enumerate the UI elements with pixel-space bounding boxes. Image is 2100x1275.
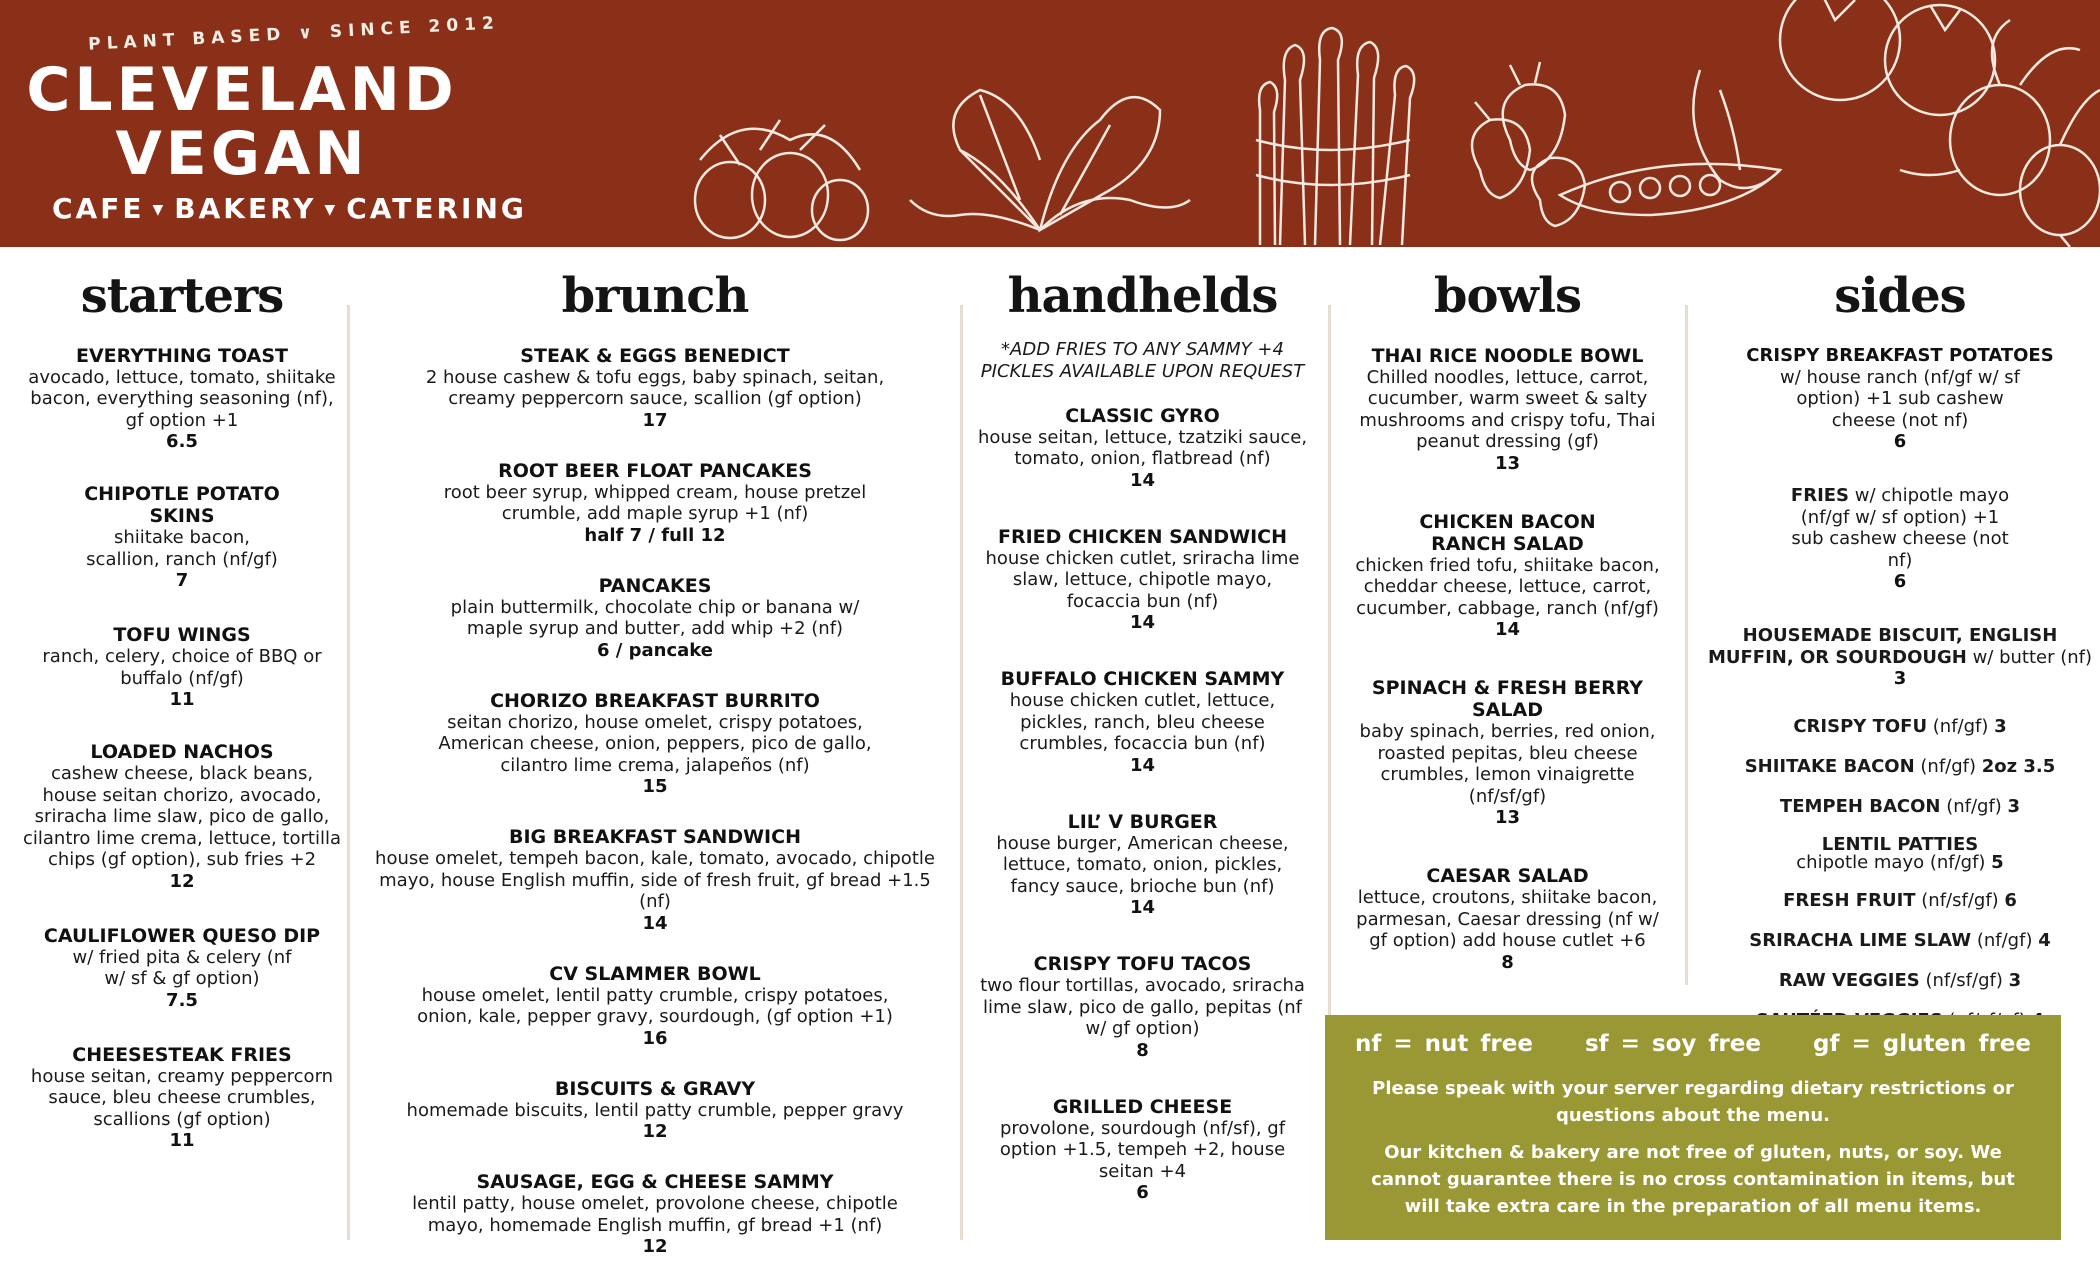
menu-item [365, 575, 945, 662]
item-description: seitan chorizo, house omelet, crispy potatoes, American cheese, onion, peppers, pico de gallo, cilantro lime crema, jalapeños (nf) [438, 711, 872, 776]
item-price: 16 [642, 1027, 668, 1049]
item-name: THAI RICE NOODLE BOWL [1371, 344, 1644, 367]
pea-pod-icon [1560, 70, 1780, 215]
item-description: homemade biscuits, lentil patty crumble, pepper gravy [406, 1099, 904, 1121]
item-description: provolone, sourdough (nf/sf), gf option +1.5, tempeh +2, house seitan +4 [999, 1117, 1286, 1182]
menu-item [975, 405, 1310, 492]
brand-logo [22, 55, 462, 189]
menu-item [365, 345, 945, 432]
gluten-free-key: gf = gluten free [1812, 1031, 2031, 1057]
item-name: SPINACH & FRESH BERRY SALAD [1371, 677, 1644, 722]
side-item [1700, 756, 2100, 778]
item-price: 14 [642, 912, 668, 934]
item-tags: (nf/gf) [1971, 930, 2039, 952]
brunch-column [365, 270, 945, 1275]
item-tags: (nf/sf/gf) [1919, 970, 2009, 992]
item-name: BISCUITS & GRAVY [554, 1077, 756, 1100]
subtitle-catering: CATERING [346, 192, 527, 225]
item-price: 6.5 [166, 431, 198, 453]
item-description: lettuce, croutons, shiitake bacon, parmesan, Caesar dressing (nf w/ gf option) add house cutlet +6 [1356, 887, 1659, 952]
menu-item [1700, 625, 2100, 690]
bowls-column [1330, 270, 1685, 1002]
side-item [1700, 970, 2100, 992]
item-name: SAUSAGE, EGG & CHEESE SAMMY [476, 1171, 834, 1194]
item-name: FRESH FRUIT [1783, 890, 1916, 912]
item-price: 3 [1994, 716, 2007, 738]
menu-item [975, 1096, 1310, 1205]
menu-item [22, 624, 342, 711]
item-price: 14 [1129, 754, 1156, 776]
tagline: PLANT BASED ∨ SINCE 2012 [87, 13, 501, 55]
item-name: CV SLAMMER BOWL [549, 962, 761, 985]
item-price: 11 [169, 689, 195, 711]
menu-item [1700, 485, 2100, 593]
dietary-key [1325, 1031, 2061, 1057]
item-price: 7 [175, 570, 189, 592]
item-name: FRIES [1790, 485, 1850, 507]
column-divider [1685, 305, 1688, 985]
item-price: 14 [1129, 612, 1156, 634]
item-name: CAULIFLOWER QUESO DIP [43, 924, 321, 947]
bowls-title: bowls [1433, 268, 1582, 324]
item-name: CRISPY BREAKFAST POTATOES [1746, 344, 2054, 366]
asparagus-icon [1256, 28, 1414, 245]
menu-item [1700, 345, 2100, 454]
item-price: 5 [1991, 852, 2004, 874]
side-item [1700, 930, 2100, 952]
item-price: 4 [2038, 930, 2051, 952]
menu-item [22, 741, 342, 893]
triangle-icon: ▼ [152, 202, 167, 218]
item-price: 6 / pancake [597, 639, 713, 661]
item-name: CLASSIC GYRO [1065, 404, 1220, 427]
item-description: lentil patty, house omelet, provolone cheese, chipotle mayo, homemade English muffin, gf bread +1 (nf) [412, 1193, 898, 1236]
item-price: 14 [1494, 619, 1521, 641]
menu-item [22, 345, 342, 454]
item-name: CAESAR SALAD [1426, 865, 1589, 888]
menu-item [365, 690, 945, 799]
item-description: w/ fried pita & celery (nf w/ sf & gf option) [72, 946, 292, 990]
item-description: house omelet, lentil patty crumble, crispy potatoes, onion, kale, pepper gravy, sourdough, (gf option +1) [417, 984, 893, 1028]
item-price: half 7 / full 12 [584, 524, 726, 546]
soy-free-key: sf = soy free [1584, 1031, 1761, 1057]
item-name: PANCAKES [598, 574, 712, 597]
item-price: 3 [2008, 970, 2022, 992]
item-description: avocado, lettuce, tomato, shiitake bacon, everything seasoning (nf), gf option +1 [28, 366, 336, 431]
item-tags: (nf/gf) [1914, 756, 1982, 778]
item-description: (nf/gf w/ sf option) +1 sub cashew cheese (not nf) [1791, 506, 2009, 571]
starters-column [22, 270, 342, 1180]
menu-item [975, 953, 1310, 1062]
item-name: ROOT BEER FLOAT PANCAKES [498, 459, 812, 482]
item-name: BUFFALO CHICKEN SAMMY [1000, 668, 1285, 691]
brand-line-1: CLEVELAND [26, 55, 458, 125]
menu-item [365, 460, 945, 547]
menu-header [0, 0, 2100, 247]
item-tags: (nf/gf) [1927, 716, 1995, 738]
item-price: 15 [642, 776, 668, 798]
item-price: 11 [169, 1130, 195, 1152]
side-item [1700, 836, 2100, 872]
menu-item [1330, 345, 1685, 475]
menu-item [365, 963, 945, 1050]
item-tags: (nf/gf) [1940, 796, 2008, 818]
handhelds-title: handhelds [1007, 268, 1278, 324]
item-description: root beer syrup, whipped cream, house pretzel crumble, add maple syrup +1 (nf) [443, 481, 867, 525]
brand-line-2: VEGAN [115, 119, 369, 189]
dietary-info-box [1325, 1015, 2061, 1240]
item-name: EVERYTHING TOAST [75, 344, 288, 367]
item-description: chicken fried tofu, shiitake bacon, cheddar cheese, lettuce, carrot, cucumber, cabbage, ranch (nf/gf) [1355, 554, 1660, 619]
item-name-line [1700, 625, 2100, 668]
allergen-disclaimer: Our kitchen & bakery are not free of gluten, nuts, or soy. We cannot guarantee there is no cross contamination in items, but will take extra care in the preparation of all menu items. [1371, 1142, 2015, 1217]
sides-column [1700, 270, 2100, 1050]
subtitle-bakery: BAKERY [174, 192, 317, 225]
item-name: CHIPOTLE POTATO SKINS [84, 483, 280, 528]
side-item [1700, 796, 2100, 818]
dietary-message: Please speak with your server regarding dietary restrictions or questions about the menu. [1372, 1078, 2014, 1126]
brand-subtitle [52, 192, 527, 225]
item-price: 13 [1494, 807, 1521, 829]
column-divider [347, 305, 350, 1240]
item-name-suffix: w/ butter (nf) [1966, 646, 2093, 668]
menu-item [365, 826, 945, 935]
item-price: 14 [1129, 897, 1156, 919]
vegetable-illustration [660, 0, 2100, 247]
item-price: 12 [642, 1121, 668, 1143]
item-description: house chicken cutlet, sriracha lime slaw, lettuce, chipotle mayo, focaccia bun (nf) [985, 547, 1300, 612]
item-price: 14 [1129, 469, 1156, 491]
item-name: CHORIZO BREAKFAST BURRITO [490, 689, 820, 712]
handhelds-column [975, 270, 1310, 1232]
menu-item [975, 811, 1310, 920]
item-description: chipotle mayo (nf/gf) [1796, 852, 1992, 874]
item-name: CRISPY TOFU TACOS [1033, 953, 1252, 976]
radish-icon [1900, 20, 2100, 247]
item-description: house chicken cutlet, lettuce, pickles, ranch, bleu cheese crumbles, focaccia bun (nf) [1009, 690, 1276, 755]
menu-item [975, 668, 1310, 777]
nut-free-key: nf = nut free [1354, 1031, 1533, 1057]
item-name: LENTIL PATTIES [1821, 834, 1979, 856]
subtitle-cafe: CAFE [52, 192, 145, 225]
item-price: 6 [1893, 431, 1907, 453]
item-name-suffix: w/ chipotle mayo [1849, 485, 2010, 507]
item-name: HOUSEMADE BISCUIT, ENGLISH MUFFIN, OR SOURDOUGH [1707, 625, 2058, 668]
item-description: cashew cheese, black beans, house seitan chorizo, avocado, sriracha lime slaw, pico de gallo, cilantro lime crema, lettuce, tortilla chips (gf option), sub fries +2 [22, 763, 342, 871]
item-description: Chilled noodles, lettuce, carrot, cucumber, warm sweet & salty mushrooms and crispy tofu, Thai peanut dressing (gf) [1359, 366, 1656, 453]
note-line-2: PICKLES AVAILABLE UPON REQUEST [980, 360, 1305, 382]
item-price: 3 [1893, 668, 1907, 690]
menu-item [1330, 677, 1685, 829]
menu-item [22, 1044, 342, 1153]
item-price: 6 [1136, 1182, 1149, 1204]
item-name: FRIED CHICKEN SANDWICH [997, 525, 1288, 548]
menu-item [22, 925, 342, 1012]
item-name: STEAK & EGGS BENEDICT [520, 344, 790, 367]
item-description: ranch, celery, choice of BBQ or buffalo (nf/gf) [42, 646, 322, 689]
side-item [1700, 716, 2100, 738]
item-name: SHIITAKE BACON [1744, 756, 1915, 778]
strawberry-icon [1472, 62, 1585, 226]
item-name: TOFU WINGS [113, 624, 251, 647]
menu-item [1330, 865, 1685, 974]
menu-item [365, 1078, 945, 1144]
item-price: 7.5 [166, 989, 198, 1011]
item-name-line [1700, 485, 2100, 507]
menu-item [365, 1171, 945, 1258]
item-description: baby spinach, berries, red onion, roasted pepitas, bleu cheese crumbles, lemon vinaigrette (nf/sf/gf) [1359, 721, 1656, 807]
item-price: 12 [169, 870, 195, 892]
note-line-1: *ADD FRIES TO ANY SAMMY +4 [1001, 338, 1284, 360]
item-name: LOADED NACHOS [90, 741, 274, 764]
item-description: 2 house cashew & tofu eggs, baby spinach, seitan, creamy peppercorn sauce, scallion (gf option) [425, 366, 885, 410]
item-description: house seitan, creamy peppercorn sauce, bleu cheese crumbles, scallions (gf option) [30, 1065, 334, 1130]
item-price: 6 [2004, 890, 2017, 912]
item-name: SRIRACHA LIME SLAW [1749, 930, 1972, 952]
item-name: BIG BREAKFAST SANDWICH [509, 826, 801, 849]
hazelnut-icon [695, 120, 868, 240]
brunch-title: brunch [561, 268, 749, 324]
item-description: house seitan, lettuce, tzatziki sauce, tomato, onion, flatbread (nf) [977, 426, 1308, 470]
item-description: shiitake bacon, scallion, ranch (nf/gf) [86, 527, 278, 570]
triangle-icon: ▼ [324, 202, 339, 218]
tomato-icon [1780, 0, 1995, 115]
starters-title: starters [80, 268, 284, 324]
item-description: house omelet, tempeh bacon, kale, tomato, avocado, chipotle mayo, house English muffin, side of fresh fruit, gf bread +1.5 (nf) [375, 848, 935, 913]
item-price: 2oz 3.5 [1981, 756, 2056, 778]
menu-item [1330, 511, 1685, 642]
item-tags: (nf/sf/gf) [1915, 890, 2005, 912]
item-description: w/ house ranch (nf/gf w/ sf option) +1 sub cashew cheese (not nf) [1780, 366, 2020, 431]
menu-item [22, 483, 342, 592]
menu-item [975, 526, 1310, 635]
item-name: CRISPY TOFU [1793, 716, 1928, 738]
item-name: TEMPEH BACON [1779, 796, 1941, 818]
sides-title: sides [1834, 268, 1966, 324]
item-price: 8 [1136, 1039, 1149, 1061]
item-price: 17 [642, 409, 668, 431]
item-description: two flour tortillas, avocado, sriracha lime slaw, pico de gallo, pepitas (nf w/ gf option) [980, 975, 1305, 1040]
item-price: 12 [642, 1236, 668, 1258]
leafy-greens-icon [910, 90, 1190, 230]
item-price: 6 [1893, 571, 1907, 593]
item-description: plain buttermilk, chocolate chip or banana w/ maple syrup and butter, add whip +2 (nf) [450, 596, 860, 640]
item-name: RAW VEGGIES [1778, 970, 1920, 992]
item-name: CHEESESTEAK FRIES [72, 1043, 292, 1066]
item-price: 8 [1501, 951, 1514, 973]
handhelds-note [975, 339, 1310, 383]
item-price: 13 [1494, 452, 1521, 474]
item-name: CHICKEN BACON RANCH SALAD [1419, 510, 1596, 555]
side-item [1700, 890, 2100, 912]
item-price: 3 [2007, 796, 2021, 818]
item-name: LIL’ V BURGER [1067, 810, 1218, 833]
item-name: GRILLED CHEESE [1052, 1095, 1233, 1118]
column-divider [960, 305, 963, 1240]
item-description: house burger, American cheese, lettuce, tomato, onion, pickles, fancy sauce, brioche bun (nf) [996, 832, 1289, 897]
